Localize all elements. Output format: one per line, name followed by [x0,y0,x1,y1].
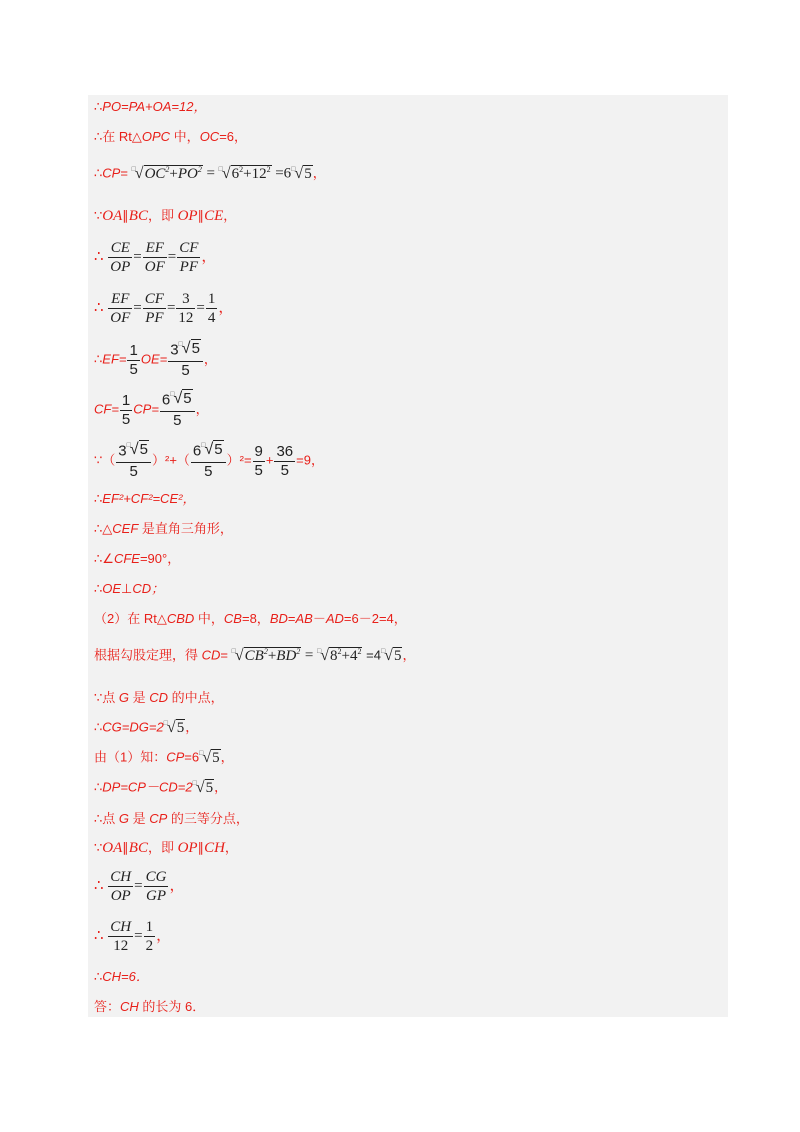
line-cf: CF= $\frac{1}{5}$ CP= $\frac{6^□√5}{5}$ ， [94,390,209,429]
line-sum-squares: ∵（ $\frac{3^□√5}{5}$ ）²+（ $\frac{6^□√5}{5}$ ）²= $\frac{9}{5}$ + $\frac{36}{5}$ =9， [94,441,324,480]
sqrt-oc-po: $^□√OC^2+PO^2$ [131,165,202,182]
sqrt-6-12: $^□√6^2+12^2$ [218,165,271,182]
line-ratio-ch-12: ∴ $\frac{CH}{12}$ = $\frac{1}{2}$ ， [94,919,172,954]
line-ratio-ch-op: ∴ $\frac{CH}{OP}$ = $\frac{CG}{GP}$ ， [94,869,185,904]
line-cg-dg: ∴CG=DG=2□√5， [94,719,199,736]
line-cd-pythagoras: 根据勾股定理，得 $CD= ^□√CB^2+BD^2 = ^□√8^2+4^2 =4^□√5$， [94,647,416,664]
line-pythagoras: ∴EF²+CF²=CE²， [94,491,196,506]
line-angle-cfe: ∴∠CFE=90°， [94,551,181,566]
line-g-trisection: ∴点 G 是 CP 的三等分点， [94,811,249,826]
line-op-parallel-ch: ∵OA∥BC，即 OP∥CH， [94,840,238,856]
sqrt-8-4: $^□√8^2+4^2$ [317,647,362,664]
line-part2-rt-cbd: （2）在 Rt△CBD 中，CB=8，BD=AB－AD=6－2=4， [94,611,407,626]
sqrt-cb-bd: $^□√CB^2+BD^2$ [231,647,301,664]
line-po: ∴PO=PA+OA=12， [94,99,207,114]
line-ch-result: ∴CH=6． [94,969,149,984]
line-answer: 答：CH 的长为 6． [94,999,206,1014]
line-dp: ∴DP=CP－CD=2□√5， [94,779,228,796]
line-cp-from-part1: 由（1）知：CP=6□√5， [94,749,234,766]
line-ratio-ef-of: ∴ $\frac{EF}{OF}$ = $\frac{CF}{PF}$ = $\frac{3}{12}$ = $\frac{1}{4}$ ， [94,291,234,326]
line-oa-parallel-bc: ∵OA∥BC，即 OP∥CE， [94,208,237,224]
line-oe-perp-cd: ∴OE⊥CD； [94,581,165,596]
line-ratio-ce-op: ∴ $\frac{CE}{OP}$ = $\frac{EF}{OF}$ = $\frac{CF}{PF}$ ， [94,240,217,275]
line-rt-opc: ∴在 Rt△OPC 中，OC=6， [94,129,248,144]
sqrt-5: □√5 [291,165,312,182]
line-right-triangle: ∴△CEF 是直角三角形， [94,521,233,536]
line-cp: ∴CP= $^□√OC^2+PO^2 = ^□√6^2+12^2 =6^□√5$， [94,165,326,182]
line-ef: ∴EF= $\frac{1}{5}$ OE= $\frac{3^□√5}{5}$ ， [94,340,217,379]
line-g-midpoint: ∵点 G 是 CD 的中点， [94,690,224,705]
